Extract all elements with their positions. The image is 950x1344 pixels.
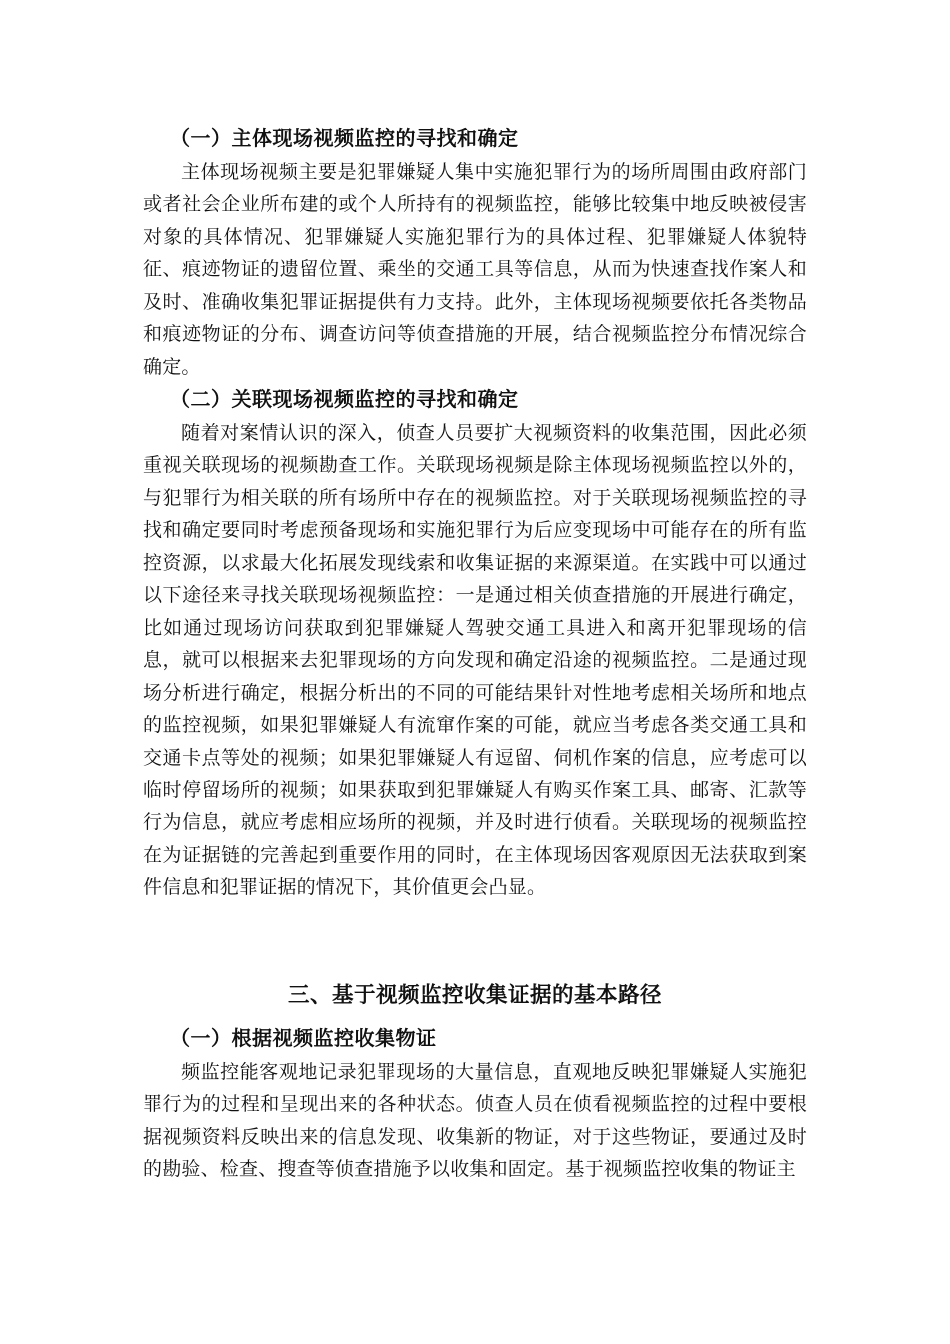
section-heading-2: （二）关联现场视频监控的寻找和确定 [170, 387, 519, 411]
subsection-heading: （一）根据视频监控收集物证 [170, 1026, 437, 1050]
section-paragraph-1: 主体现场视频主要是犯罪嫌疑人集中实施犯罪行为的场所周围由政府部门或者社会企业所布建的或个人所持有的视频监控，能够比较集中地反映被侵害对象的具体情况、犯罪嫌疑人实施犯罪行为的具体过程、犯罪嫌疑人体貌特征、痕迹物证的遗留位置、乘坐的交通工具等信息，从而为快速查找作案人和及时、准确收集犯罪证据提供有力支持。此外，主体现场视频要依托各类物品和痕迹物证的分布、调查访问等侦查措施的开展，结合视频监控分布情况综合确定。 [143, 161, 807, 378]
section-heading-1: （一）主体现场视频监控的寻找和确定 [170, 126, 519, 150]
chapter-heading: 三、基于视频监控收集证据的基本路径 [287, 983, 662, 1008]
subsection-paragraph: 频监控能客观地记录犯罪现场的大量信息，直观地反映犯罪嫌疑人实施犯罪行为的过程和呈现出来的各种状态。侦查人员在侦看视频监控的过程中要根据视频资料反映出来的信息发现、收集新的物证，对于这些物证，要通过及时的勘验、检查、搜查等侦查措施予以收集和固定。基于视频监控收集的物证主 [143, 1061, 807, 1181]
section-paragraph-2: 随着对案情认识的深入，侦查人员要扩大视频资料的收集范围，因此必须重视关联现场的视频勘查工作。关联现场视频是除主体现场视频监控以外的，与犯罪行为相关联的所有场所中存在的视频监控。对于关联现场视频监控的寻找和确定要同时考虑预备现场和实施犯罪行为后应变现场中可能存在的所有监控资源，以求最大化拓展发现线索和收集证据的来源渠道。在实践中可以通过以下途径来寻找关联现场视频监控：一是通过相关侦查措施的开展进行确定，比如通过现场访问获取到犯罪嫌疑人驾驶交通工具进入和离开犯罪现场的信息，就可以根据来去犯罪现场的方向发现和确定沿途的视频监控。二是通过现场分析进行确定，根据分析出的不同的可能结果针对性地考虑相关场所和地点的监控视频，如果犯罪嫌疑人有流窜作案的可能，就应当考虑各类交通工具和交通卡点等处的视频；如果犯罪嫌疑人有逗留、伺机作案的信息，应考虑可以临时停留场所的视频；如果获取到犯罪嫌疑人有购买作案工具、邮寄、汇款等行为信息，就应考虑相应场所的视频，并及时进行侦看。关联现场的视频监控在为证据链的完善起到重要作用的同时，在主体现场因客观原因无法获取到案件信息和犯罪证据的情况下，其价值更会凸显。 [143, 422, 807, 899]
